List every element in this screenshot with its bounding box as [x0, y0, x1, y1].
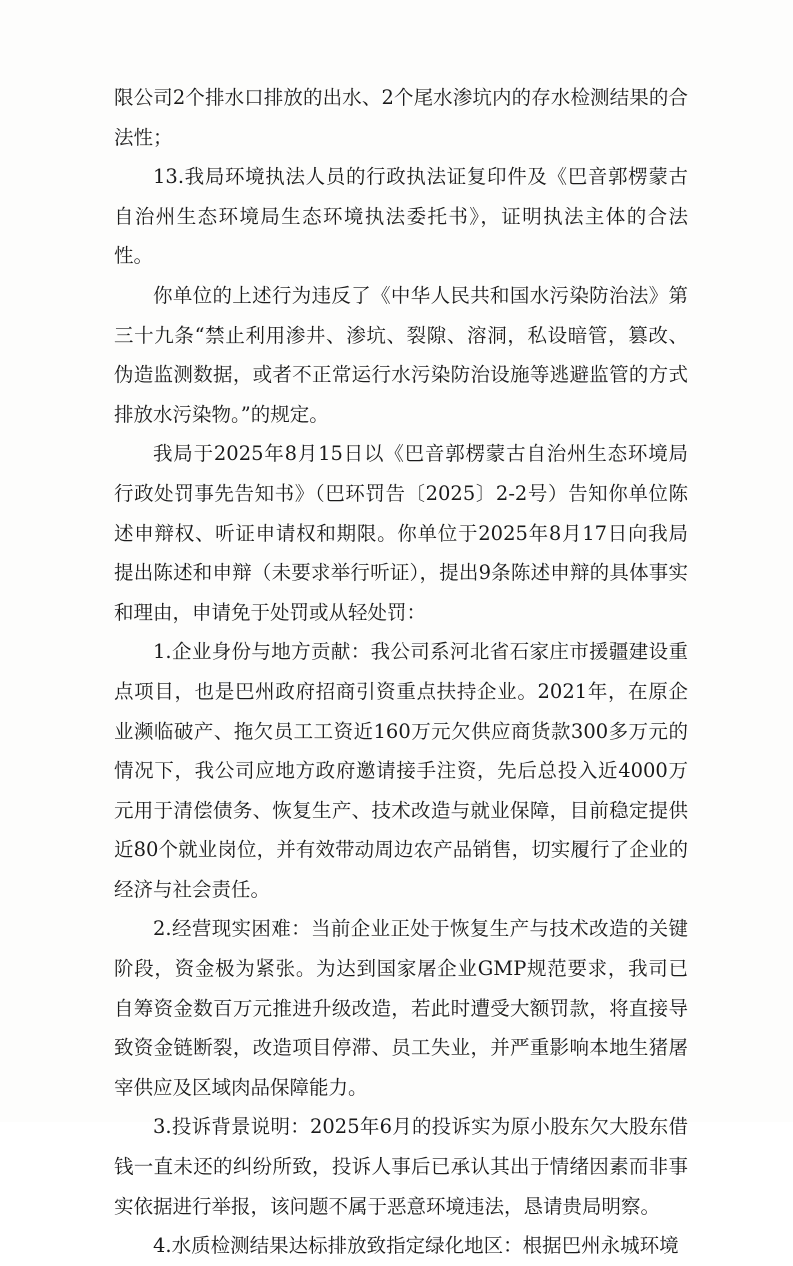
paragraph-item-13: 13.我局环境执法人员的行政执法证复印件及《巴音郭楞蒙古自治州生态环境局生态环境执法委托书》，证明执法主体的合法性。 [114, 165, 688, 268]
paragraph-defense-3: 3.投诉背景说明：2025年6月的投诉实为原小股东欠大股东借钱一直未还的纠纷所致，投诉人事后已承认其出于情绪因素而非事实依据进行举报，该问题不属于恶意环境违法，恳请贵局明察。 [114, 1115, 688, 1218]
paragraph-violation: 你单位的上述行为违反了《中华人民共和国水污染防治法》第三十九条“禁止利用渗井、渗坑、裂隙、溶洞，私设暗管，篡改、伪造监测数据，或者不正常运行水污染防治设施等逃避监管的方式排放水污染物。”的规定。 [114, 283, 688, 426]
paragraph-continuation: 限公司2个排水口排放的出水、2个尾水渗坑内的存水检测结果的合法性； [114, 86, 688, 149]
paragraph-notice: 我局于2025年8月15日以《巴音郭楞蒙古自治州生态环境局行政处罚事先告知书》（巴环罚告〔2025〕2-2号）告知你单位陈述申辩权、听证申请权和期限。你单位于2025年8月17日向我局提出陈述和申辩（未要求举行听证），提出9条陈述申辩的具体事实和理由，申请免于处罚或从轻处罚： [114, 442, 688, 624]
document-body [114, 78, 688, 1266]
paragraph-defense-2: 2.经营现实困难：当前企业正处于恢复生产与技术改造的关键阶段，资金极为紧张。为达到国家屠企业GMP规范要求，我司已自筹资金数百万元推进升级改造，若此时遭受大额罚款，将直接导致资金链断裂，改造项目停滞、员工失业，并严重影响本地生猪屠宰供应及区域肉品保障能力。 [114, 917, 688, 1099]
paragraph-defense-1: 1.企业身份与地方贡献：我公司系河北省石家庄市援疆建设重点项目，也是巴州政府招商引资重点扶持企业。2021年，在原企业濒临破产、拖欠员工工资近160万元欠供应商货款300多万元的情况下，我公司应地方政府邀请接手注资，先后总投入近4000万元用于清偿债务、恢复生产、技术改造与就业保障，目前稳定提供近80个就业岗位，并有效带动周边农产品销售，切实履行了企业的经济与社会责任。 [114, 640, 688, 901]
paragraph-defense-4: 4.水质检测结果达标排放致指定绿化地区：根据巴州永城环境 [153, 1234, 679, 1258]
